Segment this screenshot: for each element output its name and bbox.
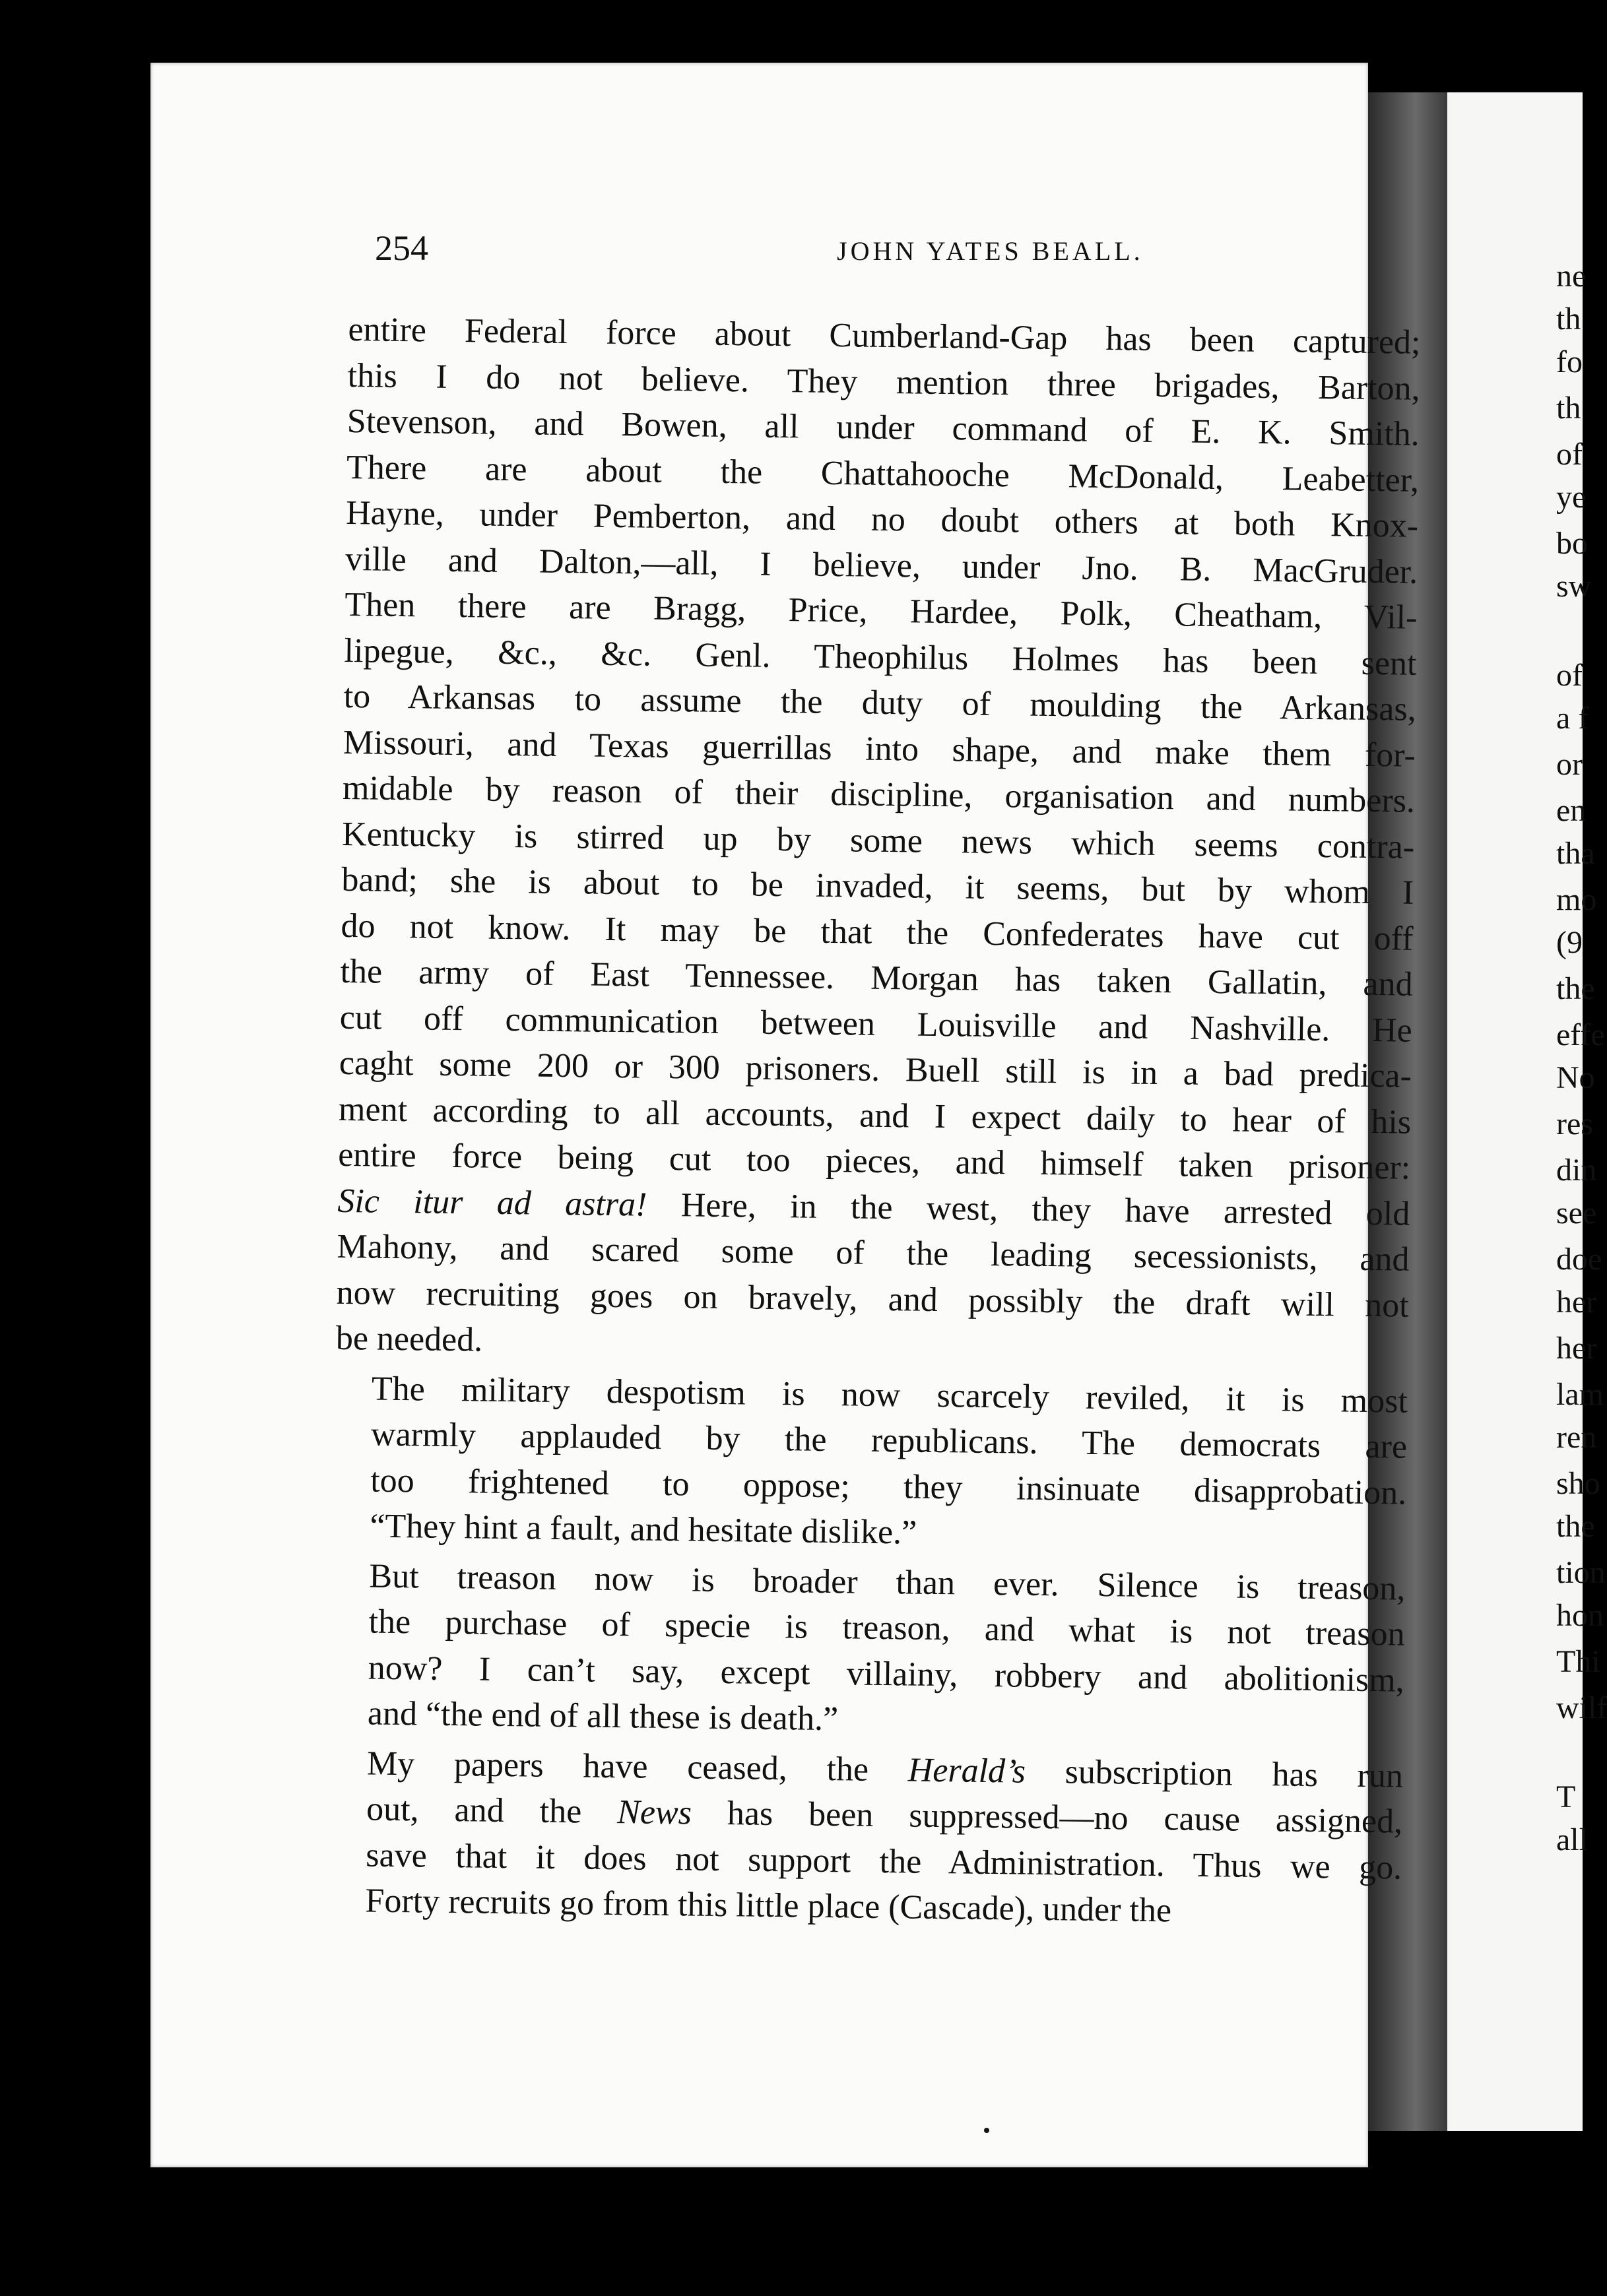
facing-page-fragment: tha [1556, 836, 1595, 871]
facing-page-fragment: of [1556, 658, 1583, 693]
text-line: too frightened to oppose; they insinuate disapprobation. [370, 1461, 1407, 1512]
text-line: caght some 200 or 300 prisoners. Buell still is in a bad predica- [339, 1044, 1412, 1095]
facing-page-fragment: sho [1556, 1466, 1600, 1501]
text-line: cut off communication between Louisville and Nashville. He [339, 998, 1413, 1050]
body-text [329, 307, 1421, 1940]
text-line: Sic itur ad astra! Here, in the west, they have arrested old [337, 1182, 1410, 1233]
text-line: this I do not believe. They mention three brigades, Barton, [347, 356, 1420, 408]
text-line: entire Federal force about Cumberland-Gap has been captured; [348, 310, 1421, 362]
facing-page-fragment: or [1556, 747, 1583, 782]
facing-page-fragment: th [1556, 391, 1581, 426]
text-line: do not know. It may be that the Confederates have cut off [341, 907, 1414, 958]
facing-page-fragment: bo [1556, 526, 1588, 561]
text-line: Missouri, and Texas guerrillas into shape, and make them for- [343, 723, 1416, 775]
text-line: now? I can’t say, except villainy, robbery and abolitionism, [368, 1649, 1405, 1700]
text-line: and “the end of all these is death.” [367, 1694, 839, 1738]
facing-page-edge [1447, 92, 1607, 2131]
facing-page-fragment: the [1556, 971, 1595, 1006]
running-head [150, 228, 1368, 287]
paragraph [331, 1552, 1406, 1749]
facing-page-fragment: her [1556, 1331, 1597, 1366]
page-number: 254 [375, 228, 428, 268]
text-line: Forty recruits go from this little place (Cascade), under the [365, 1882, 1172, 1930]
text-line: out, and the News has been suppressed—no cause assigned, [366, 1790, 1403, 1841]
text-line: “They hint a fault, and hesitate dislike.” [370, 1507, 917, 1552]
facing-page-fragment: lam [1556, 1377, 1604, 1412]
text-line: Mahony, and scared some of the leading secessionists, and [337, 1227, 1410, 1279]
facing-page-fragment: fo [1556, 344, 1583, 379]
text-line: Then there are Bragg, Price, Hardee, Polk, Cheatham, Vil- [344, 585, 1418, 637]
facing-page-fragment: doe [1556, 1242, 1602, 1277]
print-speck [984, 2128, 989, 2133]
facing-page-fragment: the [1556, 1509, 1595, 1544]
facing-page-fragment: see [1556, 1196, 1597, 1230]
facing-page-fragment: all [1556, 1822, 1588, 1857]
text-line: Hayne, under Pemberton, and no doubt others at both Knox- [345, 494, 1419, 545]
facing-page-fragment: (9 [1556, 925, 1583, 960]
facing-page-fragment: hon [1556, 1598, 1604, 1633]
facing-page-fragment: Thi [1556, 1644, 1600, 1679]
facing-page-fragment: en [1556, 793, 1587, 828]
paragraph [333, 1365, 1408, 1562]
running-title: JOHN YATES BEALL. [837, 236, 1144, 266]
text-line: midable by reason of their discipline, organisation and numbers. [342, 769, 1416, 820]
facing-page-fragment: her [1556, 1285, 1597, 1320]
text-line: The military despotism is now scarcely reviled, it is most [371, 1370, 1408, 1420]
facing-page-fragment: din [1556, 1153, 1597, 1188]
text-line: But treason now is broader than ever. Silence is treason, [369, 1557, 1406, 1608]
facing-page-fragment: sw [1556, 569, 1592, 604]
book-page [150, 63, 1421, 2167]
facing-page-fragment: No [1556, 1060, 1595, 1095]
text-line: There are about the Chattahooche McDonald, Leabetter, [346, 448, 1420, 499]
text-line: lipegue, &c., &c. Genl. Theophilus Holmes has been sent [344, 631, 1417, 683]
facing-page-fragment: tion [1556, 1555, 1606, 1590]
text-line: My papers have ceased, the Herald’s subscription has run [366, 1744, 1404, 1795]
text-line: entire force being cut too pieces, and himself taken prisoner: [337, 1135, 1411, 1187]
text-line: ment according to all accounts, and I expect daily to hear of his [338, 1090, 1412, 1141]
facing-page-fragment: a f [1556, 701, 1589, 736]
text-line: be needed. [335, 1319, 483, 1359]
text-line: Stevenson, and Bowen, all under command of E. K. Smith. [346, 402, 1420, 453]
text-line: warmly applauded by the republicans. The democrats are [370, 1415, 1408, 1466]
facing-page-fragment: res [1556, 1106, 1593, 1141]
text-line: ville and Dalton,—all, I believe, under Jno. B. MacGruder. [344, 540, 1418, 591]
text-line: now recruiting goes on bravely, and possibly the draft will not [336, 1273, 1409, 1325]
facing-page-fragment: th [1556, 302, 1581, 336]
facing-page-fragment: wilf [1556, 1690, 1607, 1725]
text-line: save that it does not support the Administration. Thus we go. [365, 1835, 1402, 1887]
facing-page-fragment: effe [1556, 1017, 1605, 1052]
text-line: Kentucky is stirred up by some news which seems contra- [341, 815, 1415, 866]
paragraph [329, 1740, 1403, 1936]
text-line: the purchase of specie is treason, and what is not treason [368, 1603, 1405, 1653]
facing-page-fragment: ye [1556, 480, 1587, 515]
text-line: band; she is about to be invaded, it seems, but by whom I [341, 860, 1414, 912]
text-line: to Arkansas to assume the duty of moulding the Arkansas, [343, 677, 1417, 728]
paragraph [335, 307, 1420, 1374]
facing-page-fragment: T [1556, 1779, 1576, 1814]
text-line: the army of East Tennessee. Morgan has taken Gallatin, and [340, 952, 1413, 1004]
facing-page-fragment: of [1556, 437, 1583, 472]
facing-page-fragment: mo [1556, 882, 1597, 917]
facing-page-fragment: ne [1556, 259, 1587, 294]
facing-page-fragment: ren [1556, 1420, 1597, 1455]
